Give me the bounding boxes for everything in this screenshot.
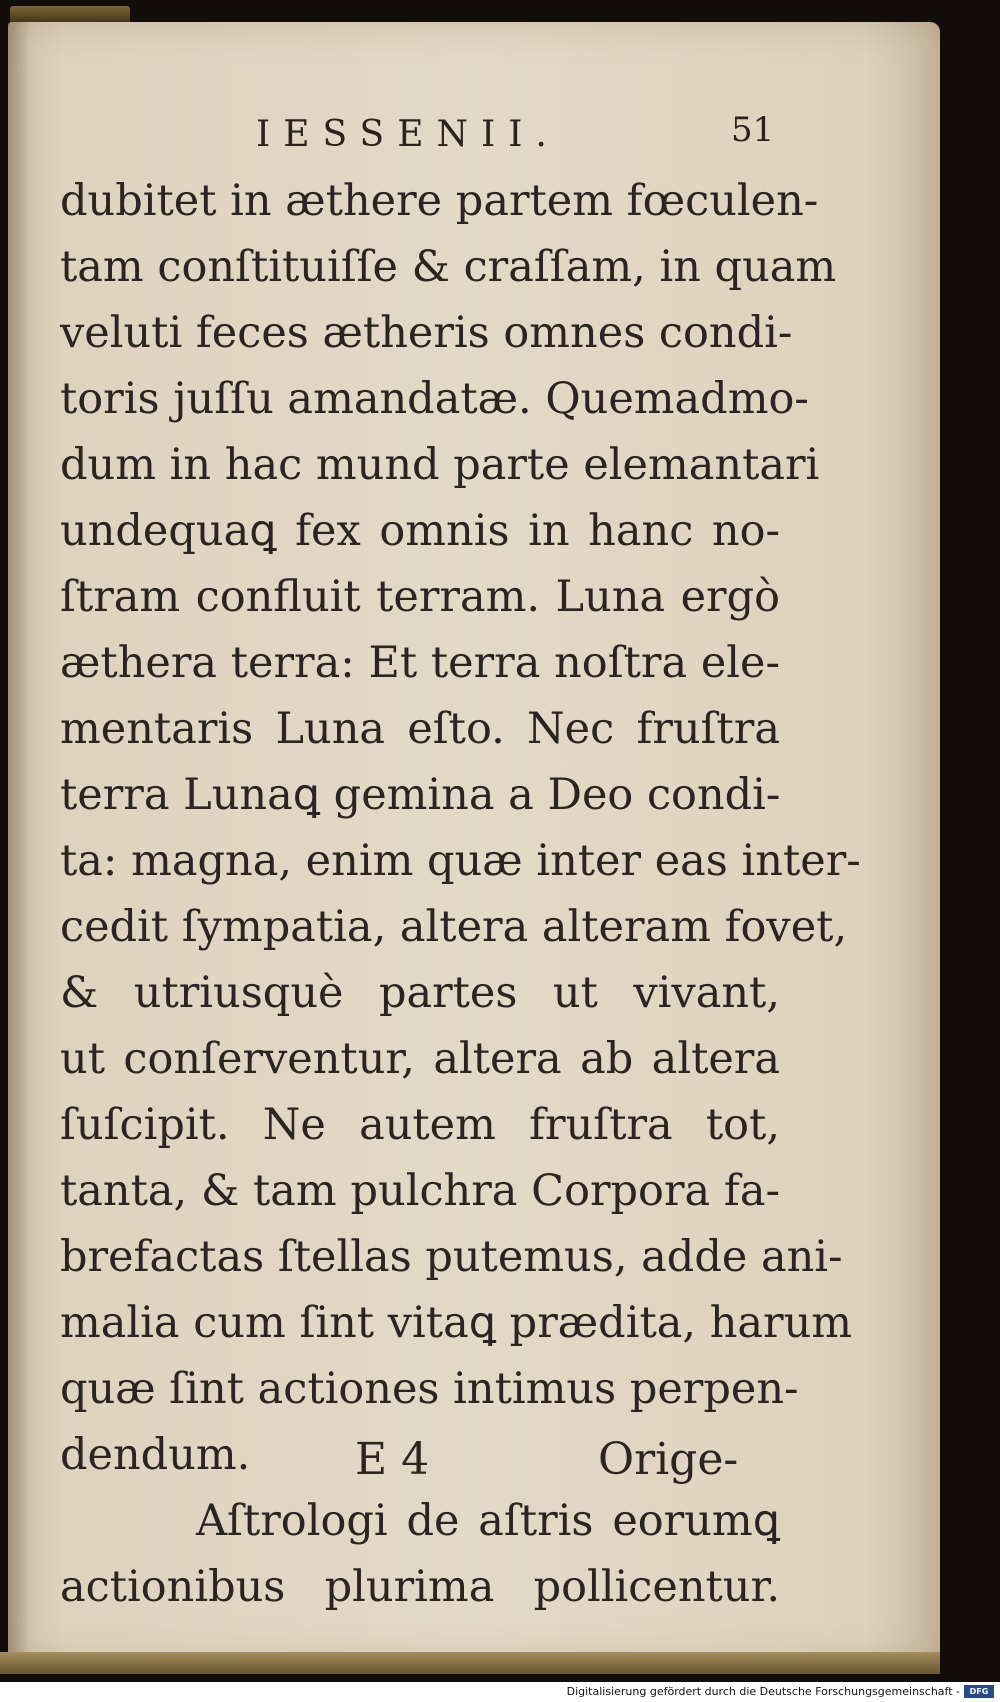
text-line: ſuſcipit. Ne autem fruſtra tot, xyxy=(60,1100,780,1150)
text-line: æthera terra: Et terra noſtra ele- xyxy=(60,638,780,688)
binding-edge-bottom xyxy=(0,1652,940,1674)
text-line: cedit ſympatia, altera alteram fovet, xyxy=(60,902,848,952)
text-line: dubitet in æthere partem fœculen- xyxy=(60,176,819,226)
text-line: malia cum ſint vitaꝗ prædita, harum xyxy=(60,1298,853,1348)
running-head: IESSENII. xyxy=(256,114,560,155)
catchword: Orige- xyxy=(598,1434,739,1485)
text-line: dum in hac mund parte elemantari xyxy=(60,440,820,490)
book-page xyxy=(8,22,940,1664)
text-line: mentaris Luna eſto. Nec fruſtra xyxy=(60,704,780,754)
text-line: ſtram confluit terram. Luna ergò xyxy=(60,572,780,622)
body-text xyxy=(60,168,861,1620)
digitization-footer xyxy=(0,1682,1000,1702)
text-line: veluti feces ætheris omnes condi- xyxy=(60,308,793,358)
text-line: toris juſſu amandatæ. Quemadmo- xyxy=(60,374,809,424)
text-line: terra Lunaꝗ gemina a Deo condi- xyxy=(60,770,781,820)
dfg-logo: DFG xyxy=(964,1685,994,1698)
footer-credit: Digitalisierung gefördert durch die Deutsche Forschungsgemeinschaft - xyxy=(566,1685,960,1698)
text-line: actionibus plurima pollicentur. xyxy=(60,1562,780,1612)
text-line: & utriusquè partes ut vivant, xyxy=(60,968,780,1018)
text-line: tam conſtituiſſe & craſſam, in quam xyxy=(60,242,837,292)
text-line: ut conſerventur, altera ab altera xyxy=(60,1034,780,1084)
text-line: undequaꝗ fex omnis in hanc no- xyxy=(60,506,780,556)
text-line: ta: magna, enim quæ inter eas inter- xyxy=(60,836,861,886)
text-line: brefactas ſtellas putemus, adde ani- xyxy=(60,1232,843,1282)
text-line: Aſtrologi de aſtris eorumꝗ xyxy=(196,1496,780,1546)
signature-mark: E 4 xyxy=(355,1434,430,1485)
page-number: 51 xyxy=(731,110,775,150)
text-line: quæ ſint actiones intimus perpen- xyxy=(60,1364,799,1414)
text-line: dendum. xyxy=(60,1430,251,1480)
text-line: tanta, & tam pulchra Corpora fa- xyxy=(60,1166,780,1216)
